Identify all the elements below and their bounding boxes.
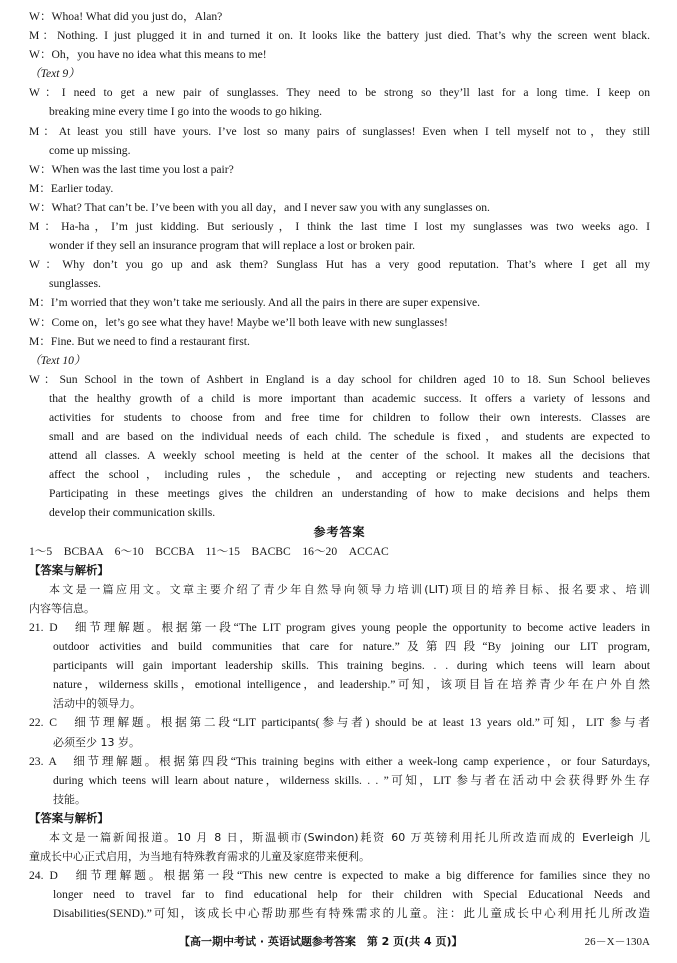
transcript-top-line: M：Nothing. I just plugged it in and turned it on. It looks like the battery just died. That’s why the screen went black. — [29, 29, 650, 43]
section2-line: longer need to travel far to find educational help for their children with Special Educational Needs and — [53, 888, 650, 902]
text10-passage — [29, 370, 650, 523]
text10-line: affect the school，including rules，the schedule，and accepting or rejecting new students and teachers. — [49, 468, 650, 482]
section2-line: Disabilities(SEND).”可知，该成长中心帮助那些有特殊需求的儿童。注：此儿童成长中心利用托儿所改造 — [53, 907, 650, 921]
answer-key-line: 1～5 BCBAA 6～10 BCCBA 11～15 BACBC 16～20 ACCAC — [29, 544, 389, 558]
text9-line: M：I’m worried that they won’t take me seriously. And all the pairs in there are super expensive. — [29, 296, 481, 310]
text10-label: （Text 10） — [29, 353, 86, 367]
explanation-section-1 — [29, 580, 650, 809]
text9-line: W：When was the last time you lost a pair? — [29, 162, 234, 176]
section-header-2: 【答案与解析】 — [29, 810, 109, 825]
text9-line: W：Why don’t you go up and ask them? Sunglass Hut has a very good reputation. That’s where I get all my — [29, 258, 650, 272]
document-page — [29, 7, 650, 924]
text10-line: W：Sun School in the town of Ashbert in England is a day school for children aged 10 to 18. Sun School believes — [29, 372, 650, 386]
section2-line: 本文是一篇新闻报道。10 月 8 日，斯温顿市(Swindon)耗资 60 万英镑利用托儿所改造而成的 Everleigh 儿 — [49, 831, 650, 845]
text9-line: M：Ha-ha，I’m just kidding. But seriously，I think the last time I lost my sunglasses was two weeks ago. I — [29, 220, 650, 234]
section1-line: 内容等信息。 — [29, 601, 95, 615]
text9-line: W：I need to get a new pair of sunglasses. They need to be strong so they’ll last for a long time. I keep on — [29, 86, 650, 100]
text9-line: come up missing. — [49, 143, 131, 157]
section1-line: 活动中的领导力。 — [53, 697, 141, 711]
section1-line: participants will gain important leadership skills. This training begins. . . during which teens will learn about — [53, 659, 650, 673]
text9-dialogue — [29, 83, 650, 350]
section2-line: 童成长中心正式启用，为当地有特殊教育需求的儿童及家庭带来便利。 — [29, 850, 370, 864]
section1-line: during which teens will learn about nature，wilderness skills. . . ”可知，LIT 参与者在活动中会获得野外生存 — [53, 773, 650, 787]
section1-line: nature，wilderness skills，emotional intelligence，and leadership.”可知，该项目旨在培养青少年在户外自然 — [53, 678, 650, 692]
section1-line: 必须至少 13 岁。 — [53, 735, 140, 749]
text10-line: develop their communication skills. — [49, 506, 216, 520]
text9-line: M：Earlier today. — [29, 181, 114, 195]
section1-line: 本文是一篇应用文。文章主要介绍了青少年自然导向领导力培训(LIT)项目的培养目标、报名要求、培训 — [49, 582, 650, 596]
text10-line: small and are based on the individual needs of each child. The schedule is fixed，and students are expected to — [49, 430, 650, 444]
text9-label: （Text 9） — [29, 67, 80, 81]
text10-line: activities for students to choose from and free time for children to follow their own interests. Classes are — [49, 410, 650, 424]
section1-line: outdoor activities and build communities that care for nature.”及第四段“By joining our LIT program, — [53, 640, 650, 654]
transcript-top-line: W：Oh，you have no idea what this means to me! — [29, 48, 267, 62]
text9-line: W：Come on，let’s go see what they have! Maybe we’ll both leave with new sunglasses! — [29, 315, 448, 329]
text9-line: sunglasses. — [49, 277, 101, 291]
section1-line: 21. D 细节理解题。根据第一段“The LIT program gives young people the opportunity to become active leaders in — [29, 621, 650, 634]
text9-line: M：At least you still have yours. I’ve lost so many pairs of sunglasses! Even when I tell myself not to，they still — [29, 124, 650, 138]
section-header-1: 【答案与解析】 — [29, 562, 109, 577]
text9-line: W：What? That can’t be. I’ve been with you all day，and I never saw you with any sunglasses on. — [29, 200, 490, 214]
section1-line: 23. A 细节理解题。根据第四段“This training begins with either a week-long camp experience，or four Saturdays, — [29, 754, 650, 768]
text10-line: attend all classes. A weekly school meeting is held at the center of the school. It makes all the decisions that — [49, 449, 650, 463]
text9-line: breaking mine every time I go into the woods to go hiking. — [49, 105, 323, 119]
explanation-section-2 — [29, 828, 650, 923]
section1-line: 技能。 — [53, 792, 86, 806]
text9-line: M：Fine. But we need to find a restaurant first. — [29, 334, 250, 348]
section2-line: 24. D 细节理解题。根据第一段“This new centre is expected to make a big difference for families since they no — [29, 869, 650, 883]
transcript-top-line: W：Whoa! What did you just do，Alan? — [29, 10, 223, 23]
transcript-top — [29, 7, 650, 64]
text10-line: Participating in these meetings gives the children an understanding of how to make decisions and helps them — [49, 487, 650, 501]
section1-line: 22. C 细节理解题。根据第二段“LIT participants(参与者) should be at least 13 years old.”可知，LIT 参与者 — [29, 716, 650, 730]
answer-title: 参考答案 — [313, 524, 366, 539]
text9-line: wonder if they sell an insurance program that will replace a lost or broken pair. — [49, 239, 416, 253]
footer-code: 26－X－130A — [584, 936, 650, 948]
footer-title: 【高一期中考试 · 英语试题参考答案 第 2 页(共 4 页)】 — [179, 935, 463, 948]
text10-line: that the healthy growth of a child is more important than academic success. It offers a variety of lessons and — [49, 391, 650, 405]
